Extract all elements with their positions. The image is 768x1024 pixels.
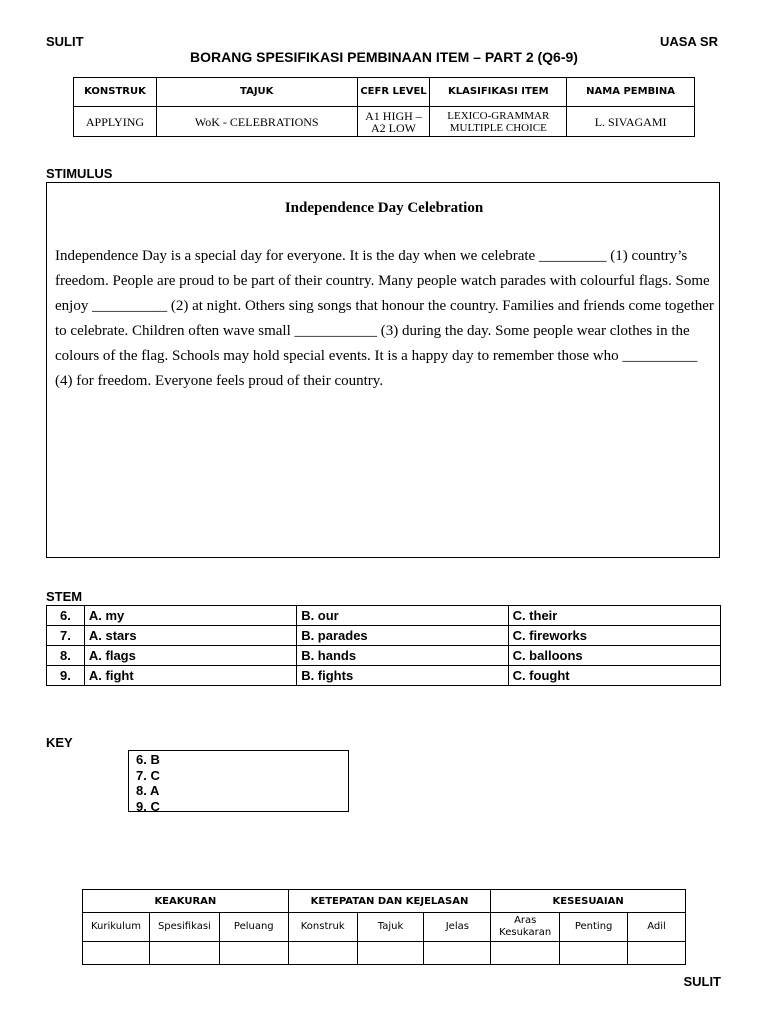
stimulus-label: STIMULUS	[46, 166, 113, 181]
question-number: 7.	[47, 626, 85, 646]
blank-cell	[491, 942, 560, 965]
metadata-header-row	[74, 78, 695, 107]
item-metadata-table	[73, 77, 695, 137]
blank-cell	[560, 942, 628, 965]
option-c: C. their	[508, 606, 720, 626]
column-peluang: Peluang	[219, 913, 288, 942]
story-title: Independence Day Celebration	[284, 200, 484, 216]
evaluation-column-row	[83, 913, 686, 942]
stem-label: STEM	[46, 589, 83, 604]
column-penting: Penting	[560, 913, 628, 942]
option-b: B. fights	[297, 666, 508, 686]
header-klasifikasi-item: KLASIFIKASI ITEM	[430, 78, 567, 107]
option-a: A. my	[84, 606, 296, 626]
stem-row-8	[47, 646, 721, 666]
answer-key-item: 6. B	[136, 752, 160, 767]
option-a: A. fight	[84, 666, 296, 686]
answer-key-item: 9. C	[136, 798, 160, 814]
column-spesifikasi: Spesifikasi	[149, 913, 219, 942]
header-sulit-left: SULIT	[46, 34, 84, 49]
answer-key-item: 7. C	[136, 767, 160, 783]
evaluation-blank-row	[83, 942, 686, 965]
blank-cell	[628, 942, 686, 965]
stem-row-6	[47, 606, 721, 626]
blank-cell	[288, 942, 357, 965]
blank-cell	[219, 942, 288, 965]
column-adil: Adil	[628, 913, 686, 942]
column-kurikulum: Kurikulum	[83, 913, 150, 942]
metadata-value-row	[74, 107, 695, 137]
document-title: BORANG SPESIFIKASI PEMBINAAN ITEM – PART 2 (Q6-9)	[190, 49, 578, 65]
stem-row-7	[47, 626, 721, 646]
question-number: 6.	[47, 606, 85, 626]
header-uasa-sr: UASA SR	[659, 34, 718, 49]
header-nama-pembina: NAMA PEMBINA	[567, 78, 695, 107]
stem-row-9	[47, 666, 721, 686]
header-tajuk: TAJUK	[156, 78, 357, 107]
footer-sulit: SULIT	[683, 974, 721, 989]
value-tajuk: WoK - CELEBRATIONS	[156, 107, 357, 137]
key-label: KEY	[46, 735, 73, 750]
question-number: 9.	[47, 666, 85, 686]
value-nama-pembina: L. SIVAGAMI	[567, 107, 695, 137]
stimulus-box	[46, 182, 720, 558]
blank-cell	[149, 942, 219, 965]
blank-cell	[357, 942, 424, 965]
option-b: B. parades	[297, 626, 508, 646]
value-klasifikasi-item: LEXICO-GRAMMAR MULTIPLE CHOICE	[430, 107, 567, 137]
question-number: 8.	[47, 646, 85, 666]
story-body: Independence Day is a special day for everyone. It is the day when we celebrate _________ (1) country’s freedom. People are proud to be part of their country. Many people watch parades with colourful flags. Some enjoy __________ (2) at night. Others sing songs that honour the country. Families and friends come together to celebrate. Children often wave small ___________ (3) during the day. Some people wear clothes in the colours of the flag. Schools may hold special events. It is a happy day to remember those who __________ (4) for freedom. Everyone feels proud of their country.	[55, 248, 714, 389]
answer-key-box	[128, 750, 349, 812]
header-cefr-level: CEFR LEVEL	[357, 78, 430, 107]
column-jelas: Jelas	[424, 913, 491, 942]
evaluation-group-row	[83, 890, 686, 913]
option-c: C. fireworks	[508, 626, 720, 646]
group-keakuran: KEAKURAN	[83, 890, 289, 913]
value-cefr-level: A1 HIGH – A2 LOW	[357, 107, 430, 137]
blank-cell	[83, 942, 150, 965]
answer-key-item: 8. A	[136, 783, 160, 798]
option-a: A. flags	[84, 646, 296, 666]
header-konstruk: KONSTRUK	[74, 78, 157, 107]
option-b: B. our	[297, 606, 508, 626]
blank-cell	[424, 942, 491, 965]
column-konstruk: Konstruk	[288, 913, 357, 942]
option-c: C. fought	[508, 666, 720, 686]
option-b: B. hands	[297, 646, 508, 666]
value-konstruk: APPLYING	[74, 107, 157, 137]
option-c: C. balloons	[508, 646, 720, 666]
stem-options-table	[46, 605, 721, 686]
column-tajuk: Tajuk	[357, 913, 424, 942]
evaluation-table	[82, 889, 686, 965]
option-a: A. stars	[84, 626, 296, 646]
column-aras-kesukaran: Aras Kesukaran	[491, 913, 560, 942]
group-kesesuaian: KESESUAIAN	[491, 890, 686, 913]
group-ketepatan-dan-kejelasan: KETEPATAN DAN KEJELASAN	[288, 890, 491, 913]
